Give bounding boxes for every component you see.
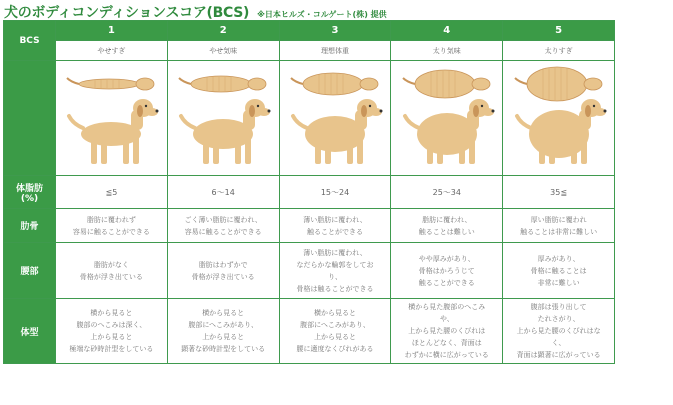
score-header: 1	[56, 21, 168, 41]
body-fat-value: 6〜14	[167, 176, 279, 209]
shape-description: 横から見ると 腹部にへこみがあり、 上から見ると 腰に適度なくびれがある	[279, 299, 391, 364]
rib-description: 薄い脂肪に覆われ、 触ることができる	[279, 209, 391, 243]
waist-description: やや厚みがあり、 骨格はかろうじて 触ることができる	[391, 243, 503, 299]
illustration-row	[4, 61, 615, 176]
illustration-row-label	[4, 61, 56, 176]
waist-row	[4, 243, 615, 299]
body-fat-value: 25〜34	[391, 176, 503, 209]
dog-side-view	[293, 99, 383, 164]
body-fat-value: 15〜24	[279, 176, 391, 209]
shape-row	[4, 299, 615, 364]
dog-illustration-cell	[503, 61, 615, 176]
score-header: 2	[167, 21, 279, 41]
rib-description: 脂肪に覆われず 容易に触ることができる	[56, 209, 168, 243]
dog-side-view	[517, 99, 607, 164]
dog-top-view	[67, 78, 154, 90]
bcs-table	[3, 20, 615, 364]
shape-description: 腹部は張り出して たれさがり、 上から見た腰のくびれはな く、 背面は顕著に広がっている	[503, 299, 615, 364]
waist-description: 厚みがあり、 骨格に触ることは 非常に難しい	[503, 243, 615, 299]
body-fat-value: ≦5	[56, 176, 168, 209]
body-fat-row	[4, 176, 615, 209]
dog-side-view	[405, 99, 495, 164]
score-name-row	[4, 41, 615, 61]
dog-illustration	[61, 66, 161, 170]
dog-illustration-cell	[56, 61, 168, 176]
dog-top-view	[179, 76, 266, 92]
body-fat-label	[4, 176, 56, 209]
body-fat-value: 35≦	[503, 176, 615, 209]
dog-illustration	[397, 66, 497, 170]
dog-illustration-cell	[167, 61, 279, 176]
bcs-header-label: BCS	[4, 21, 56, 61]
title-row	[4, 2, 387, 22]
dog-top-view	[403, 70, 490, 98]
rib-description: 脂肪に覆われ、 触ることは難しい	[391, 209, 503, 243]
score-name: やせすぎ	[56, 41, 168, 61]
shape-label: 体型	[4, 299, 56, 364]
waist-label: 腰部	[4, 243, 56, 299]
rib-description: 厚い脂肪に覆われ 触ることは非常に難しい	[503, 209, 615, 243]
dog-illustration-cell	[279, 61, 391, 176]
shape-description: 横から見ると 腹部のへこみは深く、 上から見ると 極端な砂時計型をしている	[56, 299, 168, 364]
score-name: 理想体重	[279, 41, 391, 61]
dog-side-view	[181, 99, 271, 164]
rib-label: 肋骨	[4, 209, 56, 243]
shape-description: 横から見ると 腹部にへこみがあり、 上から見ると 顕著な砂時計型をしている	[167, 299, 279, 364]
score-header-row	[4, 21, 615, 41]
rib-description: ごく薄い脂肪に覆われ、 容易に触ることができる	[167, 209, 279, 243]
score-header: 4	[391, 21, 503, 41]
waist-description: 脂肪はわずかで 骨格が浮き出ている	[167, 243, 279, 299]
credit-note: ※日本ヒルズ・コルゲート(株) 提供	[257, 10, 387, 19]
dog-illustration	[509, 66, 609, 170]
score-name: 太り気味	[391, 41, 503, 61]
dog-illustration-cell	[391, 61, 503, 176]
shape-description: 横から見た腹部のへこみ や、 上から見た腰のくびれは ほとんどなく、背面は わずかに横に広がっている	[391, 299, 503, 364]
page-title: 犬のボディコンディションスコア(BCS)	[4, 5, 250, 21]
waist-description: 薄い脂肪に覆われ、 なだらかな輪郭をしてお り、 骨格は触ることができる	[279, 243, 391, 299]
score-header: 5	[503, 21, 615, 41]
rib-row	[4, 209, 615, 243]
waist-description: 脂肪がなく 骨格が浮き出ている	[56, 243, 168, 299]
dog-illustration	[285, 66, 385, 170]
score-name: 太りすぎ	[503, 41, 615, 61]
score-name: やせ気味	[167, 41, 279, 61]
dog-side-view	[69, 99, 159, 164]
dog-top-view	[291, 73, 378, 95]
body-fat-label-text: 体脂肪 (%)	[15, 183, 43, 204]
score-header: 3	[279, 21, 391, 41]
dog-illustration	[173, 66, 273, 170]
dog-top-view	[515, 67, 602, 101]
